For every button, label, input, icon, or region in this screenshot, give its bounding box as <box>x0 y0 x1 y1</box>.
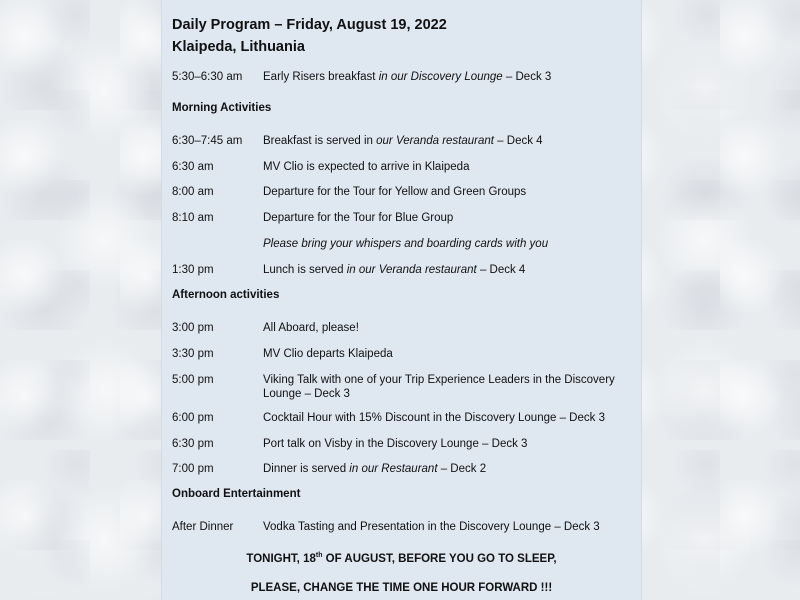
row-description: Dinner is served in our Restaurant – Deck 2 <box>263 463 487 475</box>
row-time: 6:30–7:45 am <box>172 135 243 147</box>
row-time: 3:30 pm <box>172 348 214 360</box>
row-time: After Dinner <box>172 521 234 533</box>
section-heading-entertainment: Onboard Entertainment <box>172 488 301 500</box>
row-description: Cocktail Hour with 15% Discount in the Discovery Lounge – Deck 3 <box>263 412 605 424</box>
row-description: All Aboard, please! <box>263 322 359 334</box>
section-heading-morning: Morning Activities <box>172 102 272 114</box>
row-description: MV Clio departs Klaipeda <box>263 348 393 360</box>
row-time: 6:30 pm <box>172 438 214 450</box>
row-time: 3:00 pm <box>172 322 214 334</box>
row-description: Departure for the Tour for Yellow and Green Groups <box>263 186 527 198</box>
row-description: Vodka Tasting and Presentation in the Discovery Lounge – Deck 3 <box>263 521 600 533</box>
row-description: Breakfast is served in our Veranda restaurant – Deck 4 <box>263 135 543 147</box>
row-time: 1:30 pm <box>172 264 214 276</box>
time-change-notice-line1: TONIGHT, 18th OF AUGUST, BEFORE YOU GO TO SLEEP, <box>246 552 557 565</box>
row-description: Port talk on Visby in the Discovery Lounge – Deck 3 <box>263 438 528 450</box>
program-sheet <box>161 0 642 600</box>
row-time: 8:10 am <box>172 212 214 224</box>
section-heading-afternoon: Afternoon activities <box>172 289 280 301</box>
row-description: Departure for the Tour for Blue Group <box>263 212 454 224</box>
row-description: Lunch is served in our Veranda restaurant – Deck 4 <box>263 264 526 276</box>
title-date: Daily Program – Friday, August 19, 2022 <box>172 17 447 33</box>
boarding-note: Please bring your whispers and boarding cards with you <box>263 238 549 250</box>
row-time: 5:30–6:30 am <box>172 71 243 83</box>
row-time: 5:00 pm <box>172 374 214 386</box>
title-location: Klaipeda, Lithuania <box>172 39 305 55</box>
row-time: 8:00 am <box>172 186 214 198</box>
row-description: Viking Talk with one of your Trip Experience Leaders in the Discovery Lounge – Deck 3 <box>263 374 615 400</box>
row-time: 6:00 pm <box>172 412 214 424</box>
time-change-notice-line2: PLEASE, CHANGE THE TIME ONE HOUR FORWARD !!! <box>250 582 553 594</box>
row-time: 7:00 pm <box>172 463 214 475</box>
row-description: Early Risers breakfast in our Discovery Lounge – Deck 3 <box>263 71 552 83</box>
row-time: 6:30 am <box>172 161 214 173</box>
row-description: MV Clio is expected to arrive in Klaipeda <box>263 161 470 173</box>
program-title <box>172 14 447 58</box>
